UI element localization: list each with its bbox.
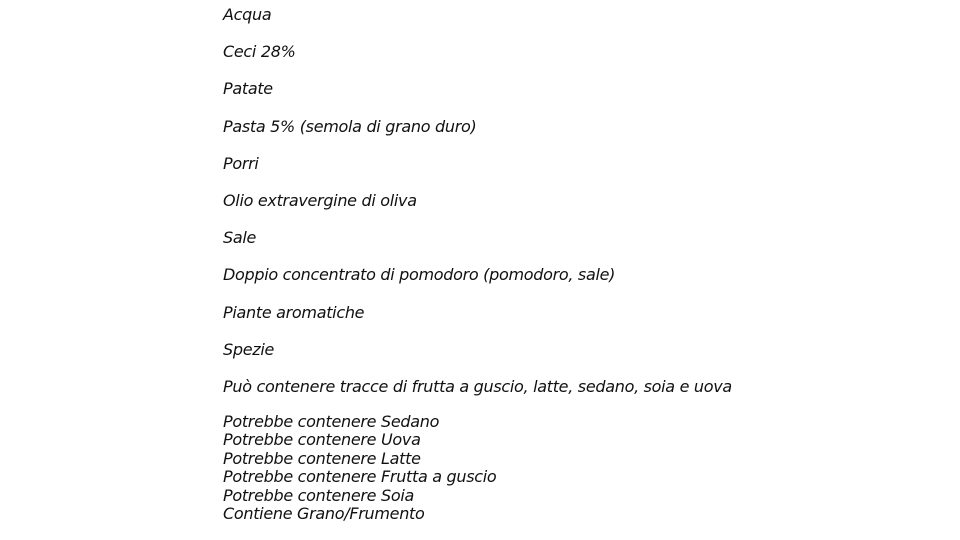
ingredient-line: Piante aromatiche xyxy=(223,302,365,322)
traces-note: Può contenere tracce di frutta a guscio, latte, sedano, soia e uova xyxy=(223,376,732,396)
allergen-list xyxy=(223,413,923,523)
ingredient-line: Patate xyxy=(223,79,273,99)
allergen-line: Potrebbe contenere Sedano xyxy=(223,412,440,432)
ingredient-line: Sale xyxy=(223,228,257,248)
allergen-line: Potrebbe contenere Latte xyxy=(223,448,421,468)
ingredients-document xyxy=(223,4,923,523)
allergen-line: Potrebbe contenere Frutta a guscio xyxy=(223,467,497,487)
allergen-line: Contiene Grano/Frumento xyxy=(223,504,425,524)
allergen-line: Potrebbe contenere Soia xyxy=(223,485,415,505)
ingredient-line: Acqua xyxy=(223,5,272,24)
ingredient-line: Doppio concentrato di pomodoro (pomodoro, sale) xyxy=(223,265,616,285)
ingredient-line: Ceci 28% xyxy=(223,42,296,62)
allergen-line: Potrebbe contenere Uova xyxy=(223,430,421,450)
ingredient-line: Olio extravergine di oliva xyxy=(223,190,417,210)
ingredient-line: Porri xyxy=(223,153,259,173)
ingredient-line: Spezie xyxy=(223,339,275,359)
ingredient-line: Pasta 5% (semola di grano duro) xyxy=(223,116,477,136)
